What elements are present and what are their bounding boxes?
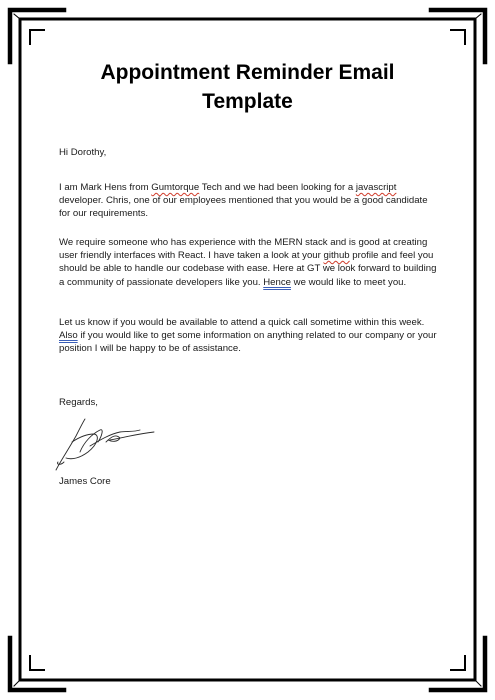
spelling-flagged-word: Gumtorque [151,182,200,193]
grammar-flagged-word: Also [59,330,78,342]
grammar-flagged-word: Hence [263,276,291,288]
paragraph-call-to-action [59,316,439,356]
text-run: if you would like to get some information on anything related to our company or your position I will be happy to be of assistance. [59,330,437,355]
corner-ornament-bottom-right [431,638,485,690]
text-run: I am Mark Hens from [59,182,152,193]
paragraph-intro [59,181,439,221]
greeting: Hi Dorothy, [59,147,107,158]
spelling-flagged-word: github [323,250,350,262]
text-run: developer. Chris, one of our employees mentioned that you would be a good candidate for our requirements. [59,195,428,220]
text-run: We require someone who has experience with the MERN stack and is good at creating user friendly interfaces with React. I have taken a look at your [59,237,428,262]
handwritten-signature [50,412,160,474]
text-run: Let us know if you would be available to attend a quick call sometime within this week. [59,317,425,328]
text-run: Tech and we had been looking for a [199,182,356,193]
paragraph-requirements [59,236,439,289]
spelling-flagged-word: javascript [355,182,397,193]
signer-name: James Core [59,476,111,487]
closing: Regards, [59,397,98,408]
text-run: profile and feel you should be able to handle our codebase with ease. Here at GT we look forward to building a community of passionate developers like you. [59,250,437,288]
corner-ornament-bottom-left [10,638,64,690]
text-run: we would like to meet you. [290,276,407,288]
document-title: Appointment Reminder Email Template [100,61,395,113]
